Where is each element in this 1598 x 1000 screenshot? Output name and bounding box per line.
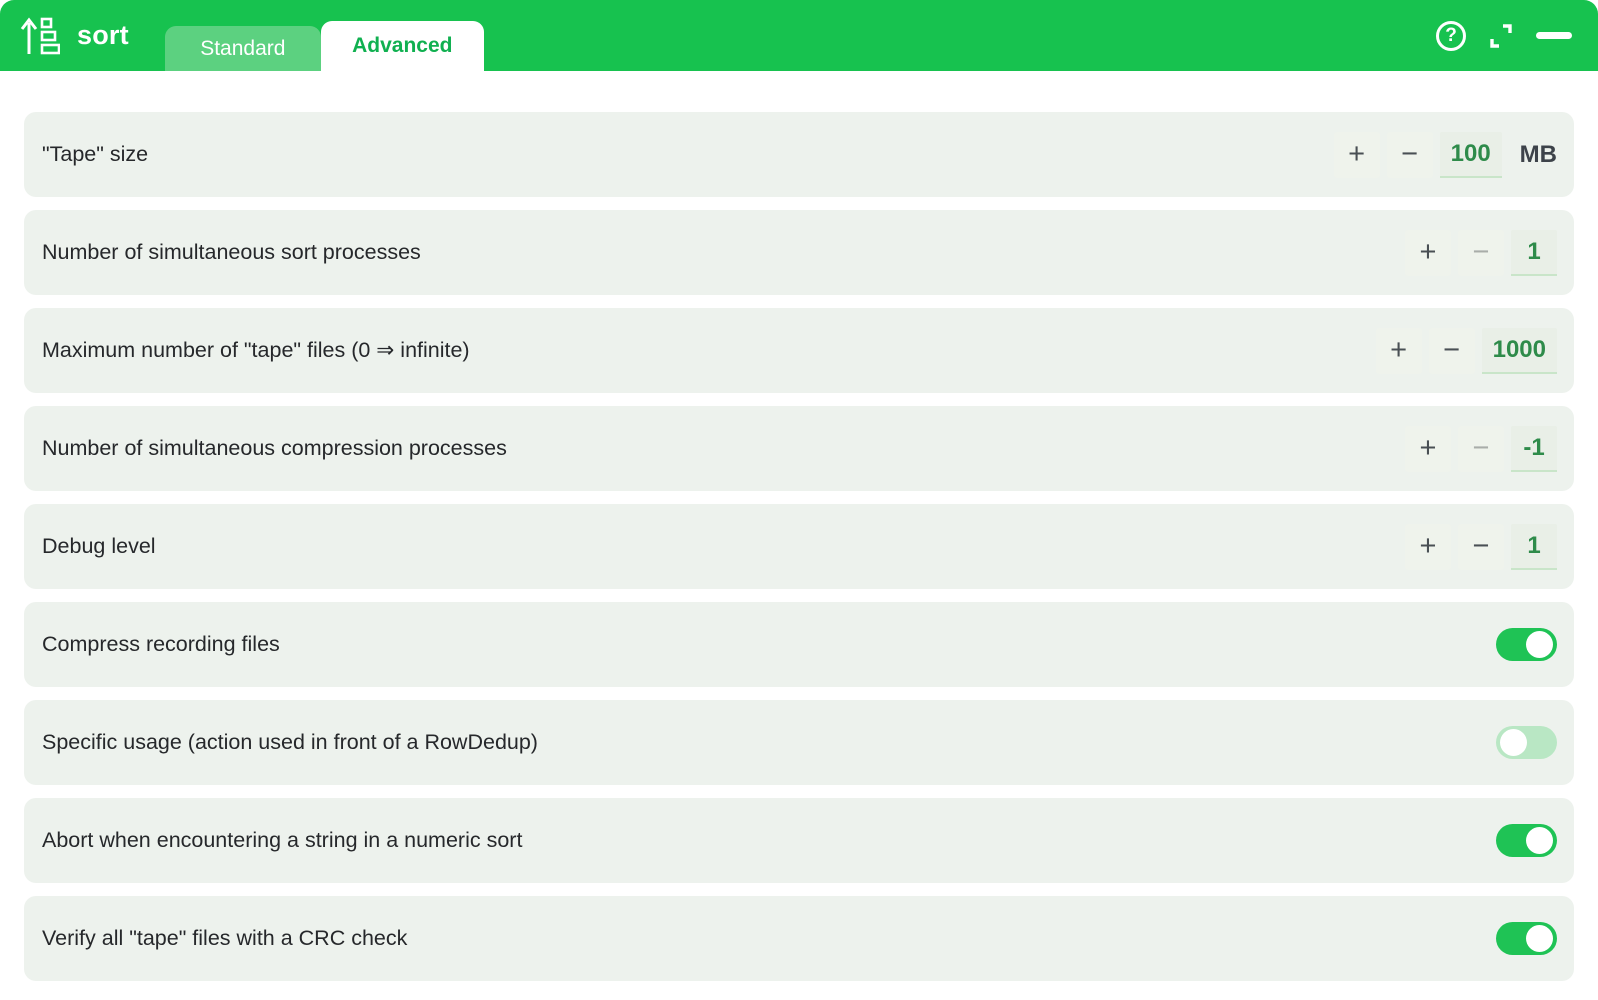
decrement-button[interactable]: − [1458,524,1504,570]
minimize-icon[interactable] [1536,32,1572,39]
setting-label: Specific usage (action used in front of a RowDedup) [42,730,538,754]
setting-row-verify-crc [24,896,1574,981]
setting-row-max-tape-files [24,308,1574,393]
setting-row-sort-processes [24,210,1574,295]
setting-label: Maximum number of "tape" files (0 ⇒ infinite) [42,338,470,362]
stepper [1405,230,1557,276]
stepper [1405,426,1557,472]
setting-label: Compress recording files [42,632,280,656]
tab-advanced[interactable]: Advanced [321,21,484,71]
setting-row-compression-processes [24,406,1574,491]
setting-label: Number of simultaneous sort processes [42,240,421,264]
increment-button[interactable]: + [1405,230,1451,276]
stepper-value[interactable]: 1 [1511,230,1557,276]
setting-label: Number of simultaneous compression processes [42,436,507,460]
unit-label: MB [1519,140,1557,168]
increment-button[interactable]: + [1334,132,1380,178]
increment-button[interactable]: + [1376,328,1422,374]
tab-standard[interactable]: Standard [165,26,321,71]
stepper [1376,328,1557,374]
toggle-knob [1500,729,1527,756]
stepper-value[interactable]: 1 [1511,524,1557,570]
toggle-knob [1526,631,1553,658]
setting-row-tape-size [24,112,1574,197]
settings-list [0,71,1598,981]
toggle-switch[interactable] [1496,628,1557,661]
toggle-switch[interactable] [1496,824,1557,857]
setting-label: "Tape" size [42,142,149,166]
stepper-value[interactable]: 100 [1440,132,1502,178]
stepper-value[interactable]: -1 [1511,426,1557,472]
setting-row-specific-usage [24,700,1574,785]
decrement-button[interactable]: − [1458,426,1504,472]
stepper [1334,132,1557,178]
window-title: sort [77,20,129,50]
setting-label: Abort when encountering a string in a numeric sort [42,828,523,852]
help-icon[interactable]: ? [1436,21,1466,51]
setting-label: Verify all "tape" files with a CRC check [42,926,408,950]
toggle-switch[interactable] [1496,922,1557,955]
setting-row-compress-recording [24,602,1574,687]
increment-button[interactable]: + [1405,524,1451,570]
window-header [0,0,1598,71]
toggle-knob [1526,925,1553,952]
tab-bar [165,0,484,71]
increment-button[interactable]: + [1405,426,1451,472]
toggle-switch[interactable] [1496,726,1557,759]
expand-icon[interactable] [1487,22,1515,50]
toggle-knob [1526,827,1553,854]
sort-ascending-icon [20,15,60,57]
stepper [1405,524,1557,570]
decrement-button[interactable]: − [1429,328,1475,374]
stepper-value[interactable]: 1000 [1482,328,1557,374]
window-controls [1436,21,1572,51]
setting-row-abort-on-string [24,798,1574,883]
setting-label: Debug level [42,534,156,558]
decrement-button[interactable]: − [1387,132,1433,178]
setting-row-debug-level [24,504,1574,589]
decrement-button[interactable]: − [1458,230,1504,276]
